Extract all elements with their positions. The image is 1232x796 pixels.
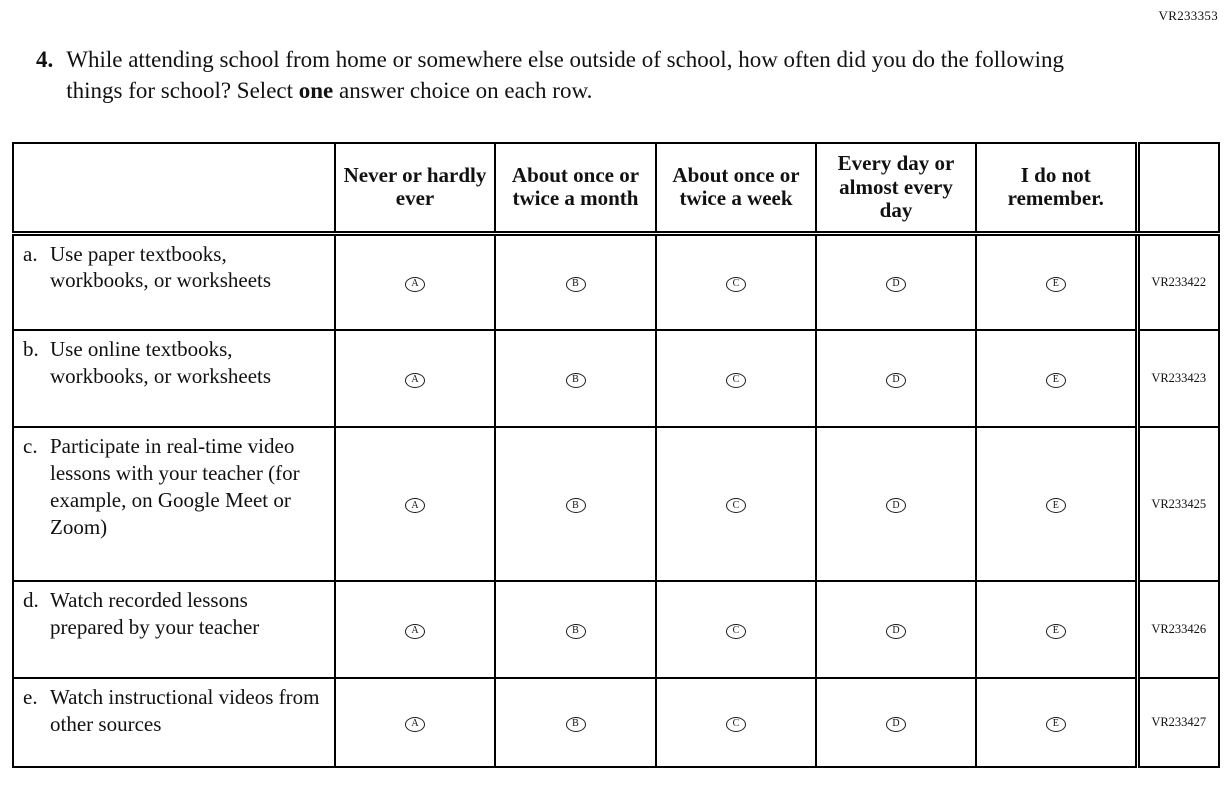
option-row-e-choice-A[interactable]: A xyxy=(405,717,425,732)
row-c-letter: c. xyxy=(23,434,38,459)
row-c-code: VR233425 xyxy=(1137,427,1219,581)
row-c-label-cell xyxy=(13,427,335,581)
header-code-blank xyxy=(1137,143,1219,233)
option-row-d-choice-B[interactable]: B xyxy=(566,624,586,639)
option-row-c-choice-C[interactable]: C xyxy=(726,498,746,513)
option-row-e-choice-D[interactable]: D xyxy=(886,717,906,732)
question-bold-word: one xyxy=(298,78,334,104)
table-row-c xyxy=(13,427,1219,581)
option-row-b-choice-D[interactable]: D xyxy=(886,373,906,388)
form-code: VR233353 xyxy=(1158,8,1218,23)
row-e-letter: e. xyxy=(23,685,38,710)
option-row-d-choice-E[interactable]: E xyxy=(1046,624,1066,639)
option-row-c-choice-B[interactable]: B xyxy=(566,498,586,513)
row-a-label-cell xyxy=(13,233,335,330)
row-c-label: Participate in real-time video lessons with your teacher (for example, on Google Meet or Zoom) xyxy=(50,434,300,539)
option-row-c-choice-A[interactable]: A xyxy=(405,498,425,513)
option-row-e-choice-C[interactable]: C xyxy=(726,717,746,732)
option-row-a-choice-D[interactable]: D xyxy=(886,277,906,292)
row-a-letter: a. xyxy=(23,241,38,266)
row-b-label: Use online textbooks, workbooks, or worksheets xyxy=(50,337,272,388)
header-item-blank xyxy=(13,143,335,233)
column-header-never: Never or hardly ever xyxy=(335,143,495,233)
row-e-label: Watch instructional videos from other sources xyxy=(50,685,320,736)
option-row-e-choice-E[interactable]: E xyxy=(1046,717,1066,732)
question-text-end: answer choice on each row. xyxy=(333,78,593,104)
option-row-b-choice-C[interactable]: C xyxy=(726,373,746,388)
row-e-code: VR233427 xyxy=(1137,678,1219,767)
row-a-label: Use paper textbooks, workbooks, or worksheets xyxy=(50,241,272,293)
option-row-c-choice-E[interactable]: E xyxy=(1046,498,1066,513)
column-header-every-day: Every day or almost every day xyxy=(816,143,976,233)
column-header-once-twice-week: About once or twice a week xyxy=(656,143,816,233)
row-d-letter: d. xyxy=(23,588,39,613)
question xyxy=(36,44,1136,106)
option-row-b-choice-A[interactable]: A xyxy=(405,373,425,388)
row-d-label: Watch recorded lessons prepared by your teacher xyxy=(50,588,260,639)
question-text-start: While attending school from home or somewhere else outside of school, how often did you do the following things for school? Select xyxy=(66,47,1064,104)
option-row-e-choice-B[interactable]: B xyxy=(566,717,586,732)
question-number: 4. xyxy=(36,47,54,72)
row-b-letter: b. xyxy=(23,337,39,362)
option-row-d-choice-C[interactable]: C xyxy=(726,624,746,639)
question-text xyxy=(66,44,1086,106)
option-row-a-choice-C[interactable]: C xyxy=(726,277,746,292)
column-header-once-twice-month: About once or twice a month xyxy=(495,143,656,233)
column-header-do-not-remember: I do not remember. xyxy=(976,143,1137,233)
table-row-e xyxy=(13,678,1219,767)
table-row-b xyxy=(13,330,1219,427)
option-row-d-choice-D[interactable]: D xyxy=(886,624,906,639)
row-d-code: VR233426 xyxy=(1137,581,1219,678)
row-e-label-cell xyxy=(13,678,335,767)
row-d-label-cell xyxy=(13,581,335,678)
option-row-a-choice-A[interactable]: A xyxy=(405,277,425,292)
table-header-row xyxy=(13,143,1219,233)
table-row-a xyxy=(13,233,1219,330)
row-b-label-cell xyxy=(13,330,335,427)
option-row-d-choice-A[interactable]: A xyxy=(405,624,425,639)
option-row-a-choice-E[interactable]: E xyxy=(1046,277,1066,292)
option-row-a-choice-B[interactable]: B xyxy=(566,277,586,292)
table-row-d xyxy=(13,581,1219,678)
row-b-code: VR233423 xyxy=(1137,330,1219,427)
option-row-c-choice-D[interactable]: D xyxy=(886,498,906,513)
question-table xyxy=(12,142,1220,768)
option-row-b-choice-B[interactable]: B xyxy=(566,373,586,388)
row-a-code: VR233422 xyxy=(1137,233,1219,330)
option-row-b-choice-E[interactable]: E xyxy=(1046,373,1066,388)
